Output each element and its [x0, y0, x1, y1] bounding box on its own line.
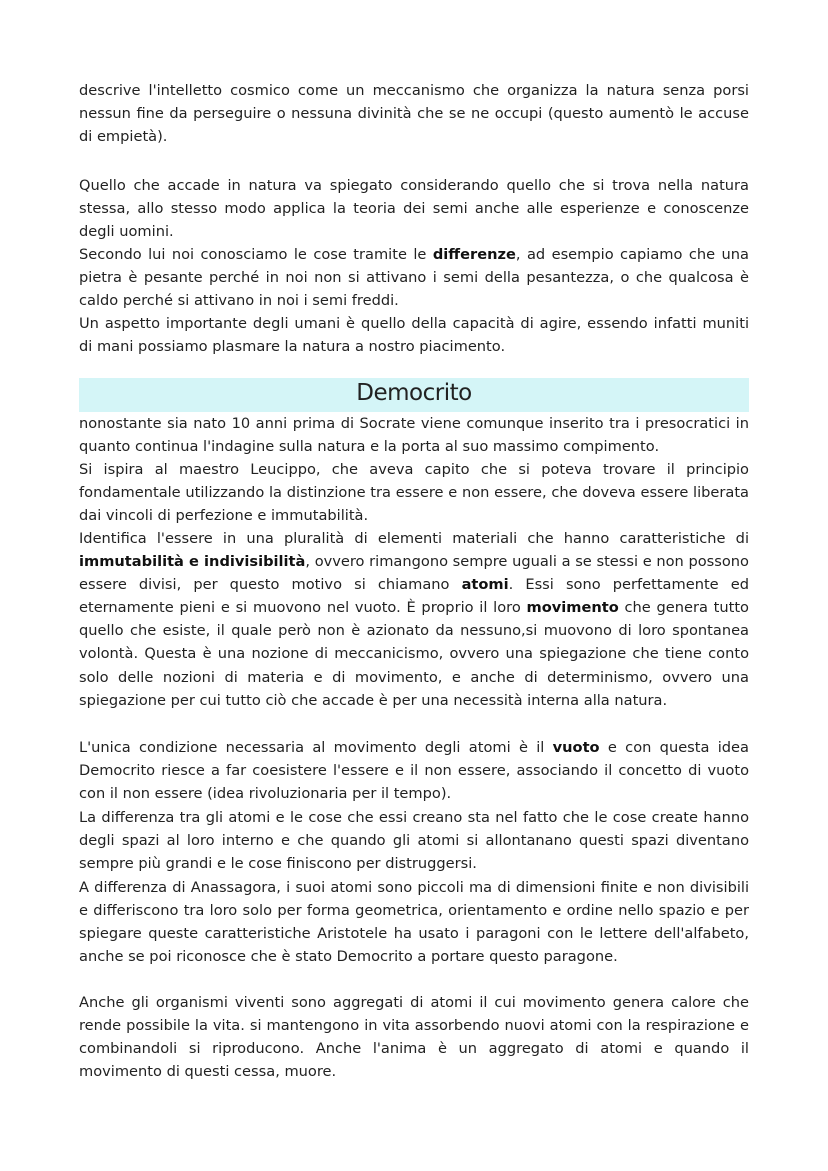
- keyword-immutabilita: immutabilità e indivisibilità: [79, 553, 306, 571]
- keyword-vuoto: vuoto: [552, 739, 600, 756]
- paragraph-presocratici: nonostante sia nato 10 anni prima di Socrate viene comunque inserito tra i presocratici in quanto continua l'indagine sulla natura e la porta al suo massimo compimento.: [79, 415, 749, 456]
- paragraph-organismi-viventi: Anche gli organismi viventi sono aggregati di atomi il cui movimento genera calore che rende possibile la vita. si mantengono in vita assorbendo nuovi atomi con la respirazione e combinandoli si riproducono. Anche l'anima è un aggregato di atomi e quando il movimento di questi cessa, muore.: [79, 994, 749, 1081]
- paragraph-vuoto: L'unica condizione necessaria al movimento degli atomi è il vuoto e con questa idea Democrito riesce a far coesistere l'essere e il non essere, associando il concetto di vuoto con il non essere (idea rivoluzionaria per il tempo).: [79, 739, 749, 803]
- keyword-atomi: atomi: [461, 576, 509, 594]
- paragraph-natura-semi: Quello che accade in natura va spiegato considerando quello che si trova nella natura stessa, allo stesso modo applica la teoria dei semi anche alle esperienze e conoscenze degli uomini.: [79, 177, 749, 241]
- keyword-differenze: differenze: [432, 246, 516, 263]
- paragraph-capacita-agire: Un aspetto importante degli umani è quello della capacità di agire, essendo infatti muniti di mani possiamo plasmare la natura a nostro piacimento.: [79, 315, 749, 356]
- keyword-movimento: movimento: [526, 599, 619, 617]
- section-heading: Democrito: [356, 380, 472, 406]
- paragraph-differenza-atomi: La differenza tra gli atomi e le cose che essi creano sta nel fatto che le cose create hanno degli spazi al loro interno e che quando gli atomi si allontanano questi spazi diventano sempre più grandi e le cose finiscono per distruggersi.: [79, 809, 749, 873]
- paragraph-differenze: Secondo lui noi conosciamo le cose tramite le differenze, ad esempio capiamo che una pietra è pesante perché in noi non si attivano i semi della pesantezza, o che qualcosa è caldo perché si attivano in noi i semi freddi.: [79, 246, 749, 310]
- paragraph-leucippo: Si ispira al maestro Leucippo, che aveva capito che si poteva trovare il principio fondamentale utilizzando la distinzione tra essere e non essere, che doveva essere liberata dai vincoli di perfezione e immutabilità.: [79, 461, 749, 525]
- paragraph-intelletto-cosmico: descrive l'intelletto cosmico come un meccanismo che organizza la natura senza porsi nessun fine da perseguire o nessuna divinità che se ne occupi (questo aumentò le accuse di empietà).: [79, 82, 749, 146]
- paragraph-anassagora: A differenza di Anassagora, i suoi atomi sono piccoli ma di dimensioni finite e non divisibili e differiscono tra loro solo per forma geometrica, orientamento e ordine nello spazio e per spiegare queste caratteristiche Aristotele ha usato i paragoni con le lettere dell'alfabeto, anche se poi riconosce che è stato Democrito a portare questo paragone.: [79, 879, 749, 966]
- paragraph-atomi: Identifica l'essere in una pluralità di elementi materiali che hanno caratteristiche di immutabilità e indivisibilità, ovvero rimangono sempre uguali a se stessi e non possono essere divisi, per questo motivo si chiamano atomi. Essi sono perfettamente ed eternamente pieni e si muovono nel vuoto. È proprio il loro movimento che genera tutto quello che esiste, il quale però non è azionato da nessuno,si muovono di loro spontanea volontà. Questa è una nozione di meccanicismo, ovvero una spiegazione che tiene conto solo delle nozioni di materia e di movimento, e anche di determinismo, ovvero una spiegazione per cui tutto ciò che accade è per una necessità interna alla natura.: [79, 530, 749, 709]
- section-heading-bar: [79, 378, 749, 412]
